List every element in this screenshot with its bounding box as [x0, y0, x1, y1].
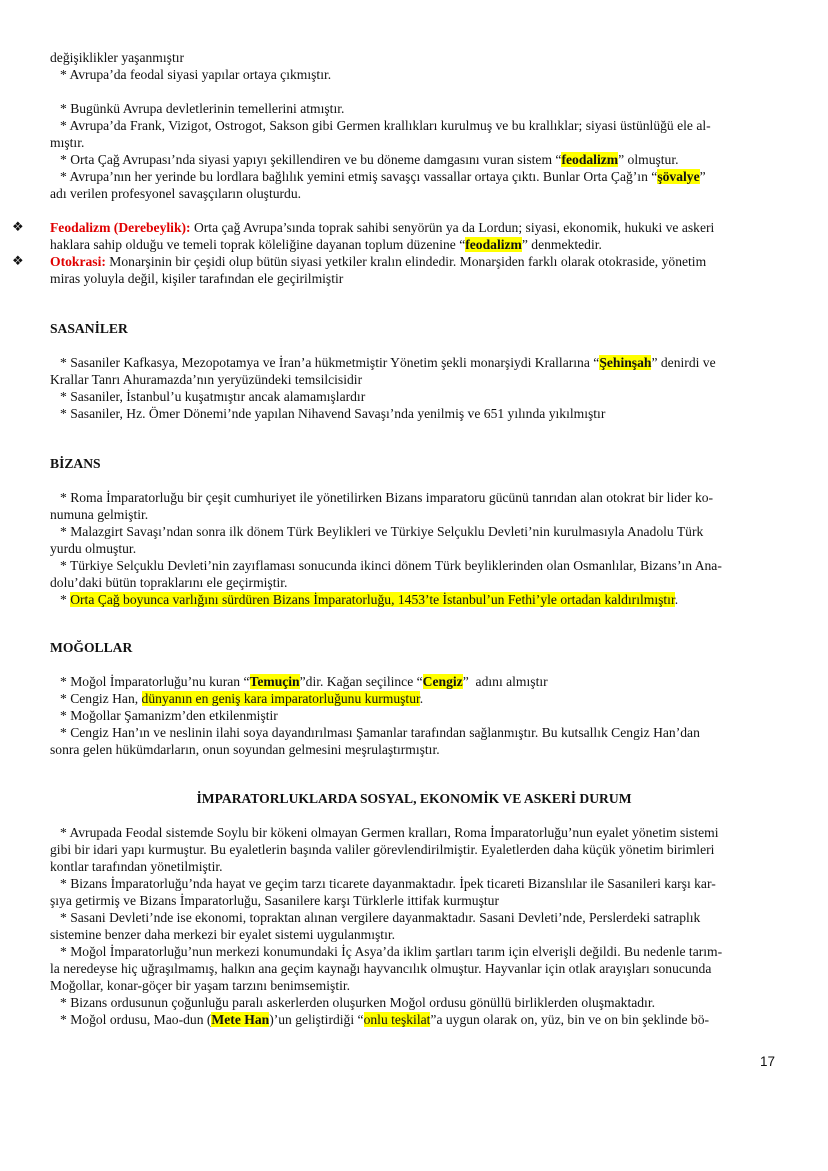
text-line: * Sasaniler, İstanbul’u kuşatmıştır ancak alamamışlardır	[60, 389, 366, 404]
section-heading: İMPARATORLUKLARDA SOSYAL, EKONOMİK VE ASKERİ DURUM	[196, 791, 632, 806]
text-span: * Cengiz Han,	[60, 691, 142, 706]
text-line: mıştır.	[50, 135, 85, 150]
text-line: sonra gelen hükümdarların, onun soyundan gelmesini meşrulaştırmıştır.	[50, 742, 440, 757]
highlight-sentence: dünyanın en geniş kara imparatorluğunu kurmuştur	[141, 691, 420, 706]
text-line: * Bizans İmparatorluğu’nda hayat ve geçim tarzı ticarete dayanmaktadır. İpek ticareti Bizanslılar ile Sasanileri karşı kar-	[60, 876, 716, 891]
section-heading: SASANİLER	[50, 321, 128, 336]
text-line: * Sasaniler, Hz. Ömer Dönemi’nde yapılan Nihavend Savaşı’nda yenilmiş ve 651 yılında yıkılmıştır	[60, 406, 606, 421]
text-line: * Avrupa’da feodal siyasi yapılar ortaya çıkmıştır.	[60, 67, 332, 82]
text-line: yurdu olmuştur.	[50, 541, 137, 556]
text-span: ”	[699, 169, 706, 184]
text-span: ” denirdi ve	[651, 355, 716, 370]
text-span: * Orta Çağ Avrupası’nda siyasi yapıyı şekillendiren ve bu döneme damgasını vuran sistem “	[60, 152, 562, 167]
text-line	[50, 673, 790, 690]
text-line	[50, 1011, 790, 1028]
text-line: değişiklikler yaşanmıştır	[50, 50, 185, 65]
highlight-sentence: Orta Çağ boyunca varlığını sürdüren Bizans İmparatorluğu, 1453’te İstanbul’un Fethi’yle ortadan kaldırılmıştır	[70, 592, 675, 607]
definition-label: Otokrasi:	[50, 254, 106, 269]
text-line: * Sasani Devleti’nde ise ekonomi, topraktan alınan vergilere dayanmaktadır. Sasani Devleti’nde, Perslerdeki satraplık	[60, 910, 701, 925]
highlight-term: feodalizm	[561, 152, 619, 167]
text-span: ”dir. Kağan seçilince “	[299, 674, 423, 689]
text-span: * Avrupa’nın her yerinde bu lordlara bağlılık yemini etmiş savaşçı vassallar ortaya çıktı. Bunlar Orta Çağ’ın “	[60, 169, 658, 184]
highlight-term: onlu teşkilat	[363, 1012, 431, 1027]
text-span: ” olmuştur.	[618, 152, 679, 167]
text-line: * Roma İmparatorluğu bir çeşit cumhuriyet ile yönetilirken Bizans imparatoru gücünü tanrıdan alan otokrat bir lider ko-	[60, 490, 714, 505]
text-line: dolu’daki bütün topraklarını ele geçirmiştir.	[50, 575, 288, 590]
text-line	[50, 591, 790, 608]
text-line: şıya getirmiş ve Bizans İmparatorluğu, Sasanilere karşı Türklerle ittifak kurmuştur	[50, 893, 499, 908]
text-span: .	[419, 691, 424, 706]
text-span: * Moğol İmparatorluğu’nu kuran “	[60, 674, 250, 689]
text-line: * Malazgirt Savaşı’ndan sonra ilk dönem Türk Beylikleri ve Türkiye Selçuklu Devleti’nin kurulmasıyla Anadolu Türk	[60, 524, 704, 539]
section-heading: MOĞOLLAR	[50, 640, 133, 655]
text-line: kontlar tarafından yönetilmiştir.	[50, 859, 223, 874]
definition-label: Feodalizm (Derebeylik):	[50, 220, 191, 235]
section-heading: BİZANS	[50, 456, 101, 471]
text-line: la neredeyse hiç uğraşılmamış, halkın ana geçim kaynağı hayvancılık olmuştur. Hayvanlar için otlak arayışları sonucunda	[50, 961, 712, 976]
highlight-term: şövalye	[657, 169, 700, 184]
diamond-bullet-icon: ❖	[12, 220, 24, 235]
definition-line	[50, 253, 780, 270]
text-line: sistemine benzer daha merkezi bir eyalet sistemi uygulanmıştır.	[50, 927, 396, 942]
text-line	[50, 168, 790, 185]
text-line: * Moğol İmparatorluğu’nun merkezi konumundaki İç Asya’da iklim şartları tarım için elverişli değildi. Bu nedenle tarım-	[60, 944, 723, 959]
text-line: * Türkiye Selçuklu Devleti’nin zayıflaması sonucunda ikinci dönem Türk beyliklerinden olan Osmanlılar, Bizans’ın Ana-	[60, 558, 722, 573]
definition-line: miras yoluyla değil, kişiler tarafından ele geçirilmiştir	[50, 271, 344, 286]
highlight-term: Mete Han	[211, 1012, 270, 1027]
text-line: adı verilen profesyonel savaşçıların oluşturdu.	[50, 186, 302, 201]
text-line: * Bizans ordusunun çoğunluğu paralı askerlerden oluşurken Moğol ordusu gönüllü birliklerden oluşmaktadır.	[60, 995, 655, 1010]
page-number: 17	[760, 1054, 776, 1069]
text-line: gibi bir idari yapı kurmuştur. Bu eyaletlerin başında valiler görevlendirilmiştir. Eyaletlerden daha küçük yönetim birimleri	[50, 842, 715, 857]
text-span: Monarşinin bir çeşidi olup bütün siyasi yetkiler kralın elindedir. Monarşiden farklı olarak otokraside, yönetim	[105, 254, 707, 269]
text-span: haklara sahip olduğu ve temeli toprak köleliğine dayanan toplum düzenine “	[50, 237, 466, 252]
text-line	[50, 151, 790, 168]
text-line: numuna gelmiştir.	[50, 507, 149, 522]
text-span: .	[674, 592, 679, 607]
text-span: )’un geliştirdiği “	[269, 1012, 364, 1027]
definition-line	[50, 219, 780, 236]
diamond-bullet-icon: ❖	[12, 254, 24, 269]
text-line	[50, 690, 790, 707]
text-span: *	[60, 592, 71, 607]
text-span: Orta çağ Avrupa’sında toprak sahibi senyörün ya da Lordun; siyasi, ekonomik, hukuki ve askeri	[190, 220, 715, 235]
highlight-term: Şehinşah	[599, 355, 652, 370]
text-span: ”a uygun olarak on, yüz, bin ve on bin şeklinde bö-	[430, 1012, 710, 1027]
text-line	[50, 354, 790, 371]
text-line: * Avrupada Feodal sistemde Soylu bir kökeni olmayan Germen kralları, Roma İmparatorluğu’nun eyalet yönetim sistemi	[60, 825, 719, 840]
text-span: ” denmektedir.	[521, 237, 602, 252]
text-line: Moğollar, konar-göçer bir yaşam tarzını benimsemiştir.	[50, 978, 351, 993]
definition-line	[50, 236, 780, 253]
text-line: * Avrupa’da Frank, Vizigot, Ostrogot, Sakson gibi Germen krallıkları kurulmuş ve bu krallıklar; siyasi üstünlüğü ele al-	[60, 118, 711, 133]
highlight-term: Cengiz	[422, 674, 463, 689]
text-line: * Moğollar Şamanizm’den etkilenmiştir	[60, 708, 278, 723]
text-span: ” adını almıştır	[462, 674, 548, 689]
text-line: * Cengiz Han’ın ve neslinin ilahi soya dayandırılması Şamanlar tarafından sağlanmıştır. Bu kutsallık Cengiz Han’dan	[60, 725, 700, 740]
text-span: * Moğol ordusu, Mao-dun (	[60, 1012, 212, 1027]
text-line: Krallar Tanrı Ahuramazda’nın yeryüzündeki temsilcisidir	[50, 372, 363, 387]
text-span: * Sasaniler Kafkasya, Mezopotamya ve İran’a hükmetmiştir Yönetim şekli monarşiydi Krallarına “	[60, 355, 600, 370]
highlight-term: feodalizm	[465, 237, 522, 252]
text-line: * Bugünkü Avrupa devletlerinin temellerini atmıştır.	[60, 101, 345, 116]
highlight-term: Temuçin	[249, 674, 300, 689]
